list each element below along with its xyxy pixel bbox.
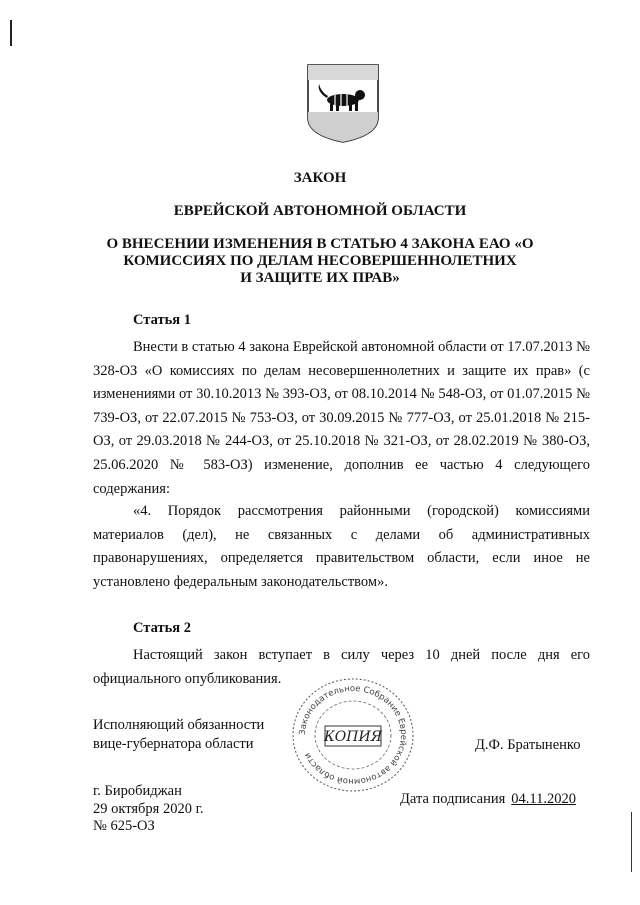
coat-of-arms-icon bbox=[305, 62, 381, 144]
stamp-copy-text: КОПИЯ bbox=[323, 729, 383, 745]
signing-date bbox=[400, 791, 576, 808]
official-stamp-icon bbox=[285, 672, 421, 798]
adoption-date: 29 октября 2020 г. bbox=[93, 800, 204, 817]
law-subject-line: КОМИССИЯХ ПО ДЕЛАМ НЕСОВЕРШЕННОЛЕТНИХ bbox=[123, 253, 517, 269]
signatory-position-line: вице-губернатора области bbox=[93, 736, 254, 752]
article-1-paragraph: Внести в статью 4 закона Еврейской автономной области от 17.07.2013 № 328-ОЗ «О комиссиях по делам несовершеннолетних и защите их прав» (с изменениями от 30.10.2013 № 393-ОЗ, от 08.10.2014 № 548-ОЗ, от 01.07.2015 № 739-ОЗ, от 22.07.2015 № 753-ОЗ, от 30.09.2015 № 777-ОЗ, от 25.01.2018 № 215-ОЗ, от 29.03.2018 № 244-ОЗ, от 25.10.2018 № 321-ОЗ, от 28.02.2019 № 380-ОЗ, 25.06.2020 № 583-ОЗ) изменение, дополнив ее частью 4 следующего содержания: bbox=[93, 339, 590, 497]
stamp-ring-text: Законодательное Собрание Еврейской автономной области bbox=[297, 683, 409, 787]
article-2-paragraph: Настоящий закон вступает в силу через 10 дней после дня его официального опубликования. bbox=[93, 647, 590, 687]
scan-edge-mark bbox=[631, 812, 632, 872]
signing-date-value: 04.11.2020 bbox=[511, 791, 576, 807]
signatory-position-line: Исполняющий обязанности bbox=[93, 717, 265, 733]
law-title: ЗАКОН bbox=[293, 170, 347, 186]
article-1-quoted-paragraph: «4. Порядок рассмотрения районными (городской) комиссиями материалов (дел), не связанных с делами об административных правонарушениях, определяется правительством области, если иное не установлено федеральным законодательством». bbox=[93, 503, 590, 590]
law-region: ЕВРЕЙСКОЙ АВТОНОМНОЙ ОБЛАСТИ bbox=[173, 203, 467, 219]
city: г. Биробиджан bbox=[93, 783, 182, 799]
signing-date-label: Дата подписания bbox=[400, 791, 506, 807]
article-2-title: Статья 2 bbox=[133, 620, 191, 636]
article-1-title: Статья 1 bbox=[133, 312, 191, 328]
law-subject-line: О ВНЕСЕНИИ ИЗМЕНЕНИЯ В СТАТЬЮ 4 ЗАКОНА ЕАО «О bbox=[106, 236, 534, 252]
document-requisites bbox=[93, 783, 204, 836]
law-subject-line: И ЗАЩИТЕ ИХ ПРАВ» bbox=[240, 270, 400, 286]
law-number: № 625-ОЗ bbox=[93, 818, 155, 834]
signatory-position bbox=[93, 716, 264, 754]
scan-edge-mark bbox=[10, 20, 12, 46]
law-subject bbox=[0, 236, 640, 287]
signatory-name: Д.Ф. Братыненко bbox=[475, 737, 581, 753]
